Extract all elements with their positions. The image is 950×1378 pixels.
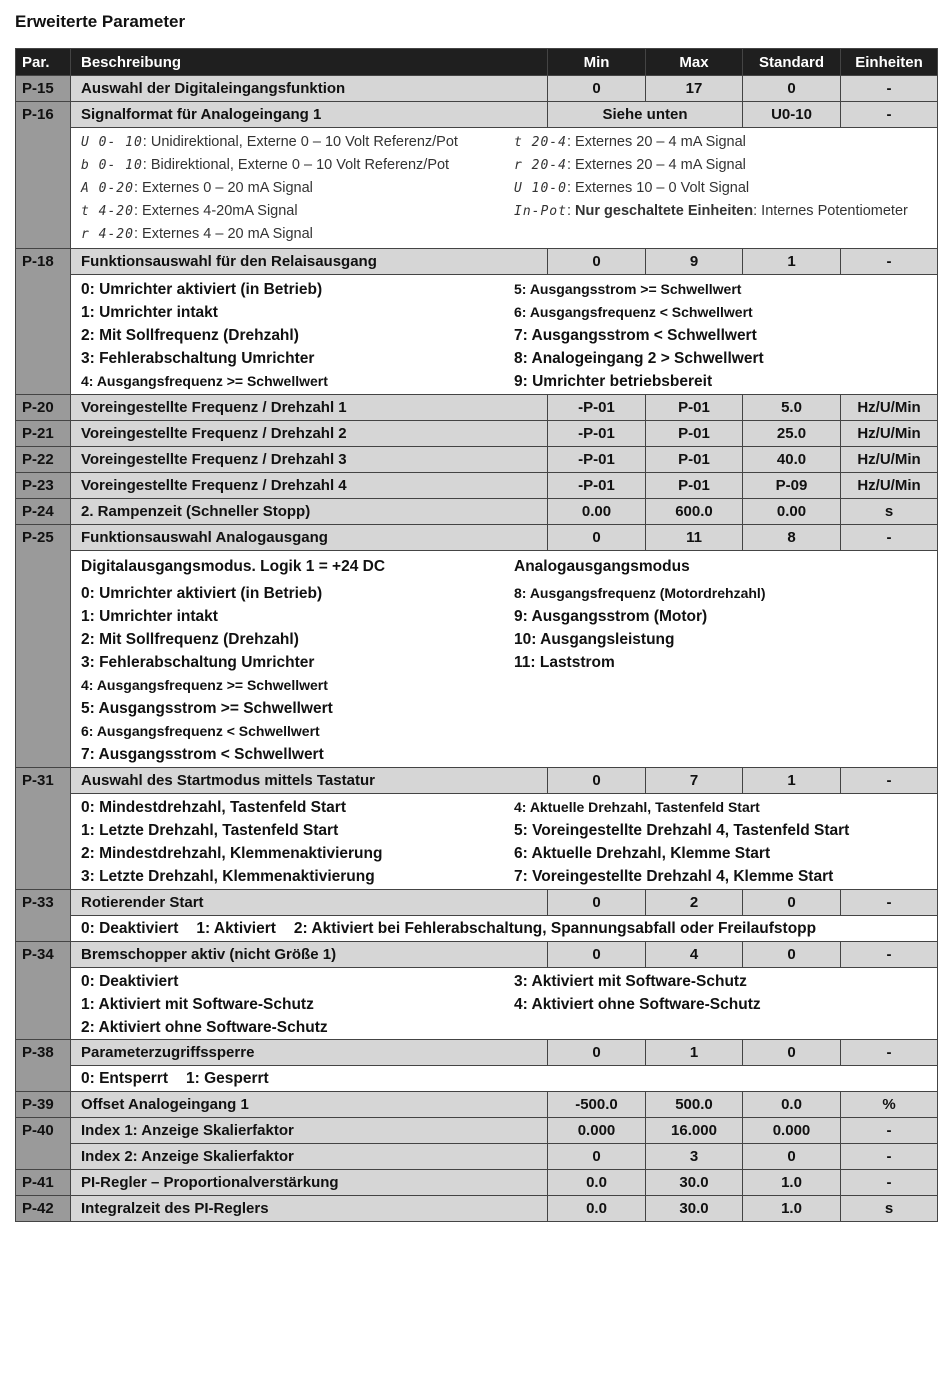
- param-unit: -: [841, 1118, 938, 1144]
- param-description: Voreingestellte Frequenz / Drehzahl 1: [71, 395, 548, 421]
- header-standard: Standard: [743, 49, 841, 76]
- option-heading: Digitalausgangsmodus. Logik 1 = +24 DC: [81, 558, 386, 575]
- option-item: 7: Voreingestellte Drehzahl 4, Klemme Start: [514, 868, 834, 885]
- option-item: 6: Aktuelle Drehzahl, Klemme Start: [514, 845, 771, 862]
- option-item: 5: Ausgangsstrom >= Schwellwert: [81, 700, 333, 717]
- option-item: 0: Umrichter aktiviert (in Betrieb): [81, 281, 323, 298]
- param-default: 0.0: [743, 1092, 841, 1118]
- page-title: Erweiterte Parameter: [15, 12, 186, 31]
- option-text: : Externes 4 – 20 mA Signal: [133, 226, 313, 242]
- param-default: 1.0: [743, 1196, 841, 1222]
- param-min: 0: [548, 890, 646, 916]
- param-description: Auswahl der Digitaleingangsfunktion: [71, 76, 548, 102]
- option-item: 5: Voreingestellte Drehzahl 4, Tastenfeld Start: [514, 822, 850, 839]
- table-row: [16, 525, 938, 551]
- header-max: Max: [646, 49, 743, 76]
- table-row: [16, 421, 938, 447]
- table-row: [16, 249, 938, 275]
- param-default: P-09: [743, 473, 841, 499]
- option-text: : Externes 0 – 20 mA Signal: [133, 180, 313, 196]
- param-max: 17: [646, 76, 743, 102]
- param-id: P-20: [16, 395, 71, 421]
- param-default: 0: [743, 1040, 841, 1066]
- param-default: 1: [743, 768, 841, 794]
- param-max: 11: [646, 525, 743, 551]
- param-id: P-33: [16, 890, 71, 942]
- table-row: [16, 1118, 938, 1144]
- param-description: Parameterzugriffssperre: [71, 1040, 548, 1066]
- options-row: U 0- 10: Unidirektional, Externe 0 – 10 Volt Referenz/Pot b 0- 10: Bidirektional, Externe 0 – 10 Volt Referenz/Pot A 0-20: Externes 0 – 20 mA Signal t 4-20: Externes 4-20mA Signal r 4-20: Externes 4 – 20 mA Signal t 20-4: Externes 20 – 4 mA Signal r 20-4: Externes 20 – 4 mA Signal U 10-0: Externes 10 – 0 Volt Signal In-Pot: Nur geschaltete Einheiten: Internes Potentiometer: [16, 128, 938, 249]
- param-id: P-15: [16, 76, 71, 102]
- param-unit: -: [841, 1144, 938, 1170]
- option-code: A 0-20: [81, 181, 134, 196]
- param-max: P-01: [646, 395, 743, 421]
- option-item: 0: Umrichter aktiviert (in Betrieb): [81, 585, 323, 602]
- option-item: 0: Deaktiviert: [81, 973, 179, 990]
- options-row: [16, 551, 938, 768]
- option-code: t 4-20: [81, 204, 134, 219]
- option-item: 2: Mindestdrehzahl, Klemmenaktivierung: [81, 845, 383, 862]
- param-description: Bremschopper aktiv (nicht Größe 1): [71, 942, 548, 968]
- param-max: 16.000: [646, 1118, 743, 1144]
- param-id: P-21: [16, 421, 71, 447]
- option-item: 4: Aktuelle Drehzahl, Tastenfeld Start: [514, 799, 760, 815]
- option-item: 3: Letzte Drehzahl, Klemmenaktivierung: [81, 868, 375, 885]
- param-max: 3: [646, 1144, 743, 1170]
- param-min: 0: [548, 942, 646, 968]
- option-item: 1: Umrichter intakt: [81, 608, 218, 625]
- table-row: [16, 76, 938, 102]
- param-description: Signalformat für Analogeingang 1: [71, 102, 548, 128]
- header-min: Min: [548, 49, 646, 76]
- table-row: [16, 768, 938, 794]
- param-unit: -: [841, 1040, 938, 1066]
- param-min: -P-01: [548, 395, 646, 421]
- option-item: 1: Aktiviert mit Software-Schutz: [81, 996, 314, 1013]
- param-max: 9: [646, 249, 743, 275]
- param-max: 1: [646, 1040, 743, 1066]
- param-max: 30.0: [646, 1170, 743, 1196]
- option-item: 6: Ausgangsfrequenz < Schwellwert: [81, 723, 320, 739]
- option-code: U 10-0: [514, 181, 567, 196]
- param-max: 500.0: [646, 1092, 743, 1118]
- table-row: [16, 1144, 938, 1170]
- param-min: 0: [548, 1144, 646, 1170]
- param-unit: -: [841, 890, 938, 916]
- param-description: Index 1: Anzeige Skalierfaktor: [71, 1118, 548, 1144]
- param-unit: s: [841, 499, 938, 525]
- option-item: 11: Laststrom: [514, 654, 615, 671]
- parameter-table: [15, 48, 938, 1222]
- param-default: 5.0: [743, 395, 841, 421]
- param-unit: Hz/U/Min: [841, 421, 938, 447]
- options-row: [16, 794, 938, 890]
- param-max: P-01: [646, 473, 743, 499]
- options-row: [16, 275, 938, 395]
- table-row: [16, 102, 938, 128]
- param-unit: %: [841, 1092, 938, 1118]
- param-default: 1: [743, 249, 841, 275]
- option-item: 7: Ausgangsstrom < Schwellwert: [514, 327, 757, 344]
- option-text: : Externes 20 – 4 mA Signal: [566, 134, 746, 150]
- option-item: 1: Letzte Drehzahl, Tastenfeld Start: [81, 822, 339, 839]
- option-code: t 20-4: [514, 135, 567, 150]
- header-units: Einheiten: [841, 49, 938, 76]
- param-id: P-25: [16, 525, 71, 768]
- param-default: 0: [743, 942, 841, 968]
- param-max: 4: [646, 942, 743, 968]
- option-item: 9: Ausgangsstrom (Motor): [514, 608, 708, 625]
- table-row: [16, 1196, 938, 1222]
- param-max: 2: [646, 890, 743, 916]
- option-item: 0: Entsperrt: [81, 1070, 168, 1087]
- param-min: 0.00: [548, 499, 646, 525]
- param-description: Voreingestellte Frequenz / Drehzahl 3: [71, 447, 548, 473]
- table-row: [16, 1170, 938, 1196]
- param-min: -P-01: [548, 447, 646, 473]
- param-default: 0: [743, 1144, 841, 1170]
- option-item: 8: Ausgangsfrequenz (Motordrehzahl): [514, 585, 766, 601]
- param-min: 0.0: [548, 1170, 646, 1196]
- param-max: 600.0: [646, 499, 743, 525]
- param-default: 0: [743, 76, 841, 102]
- param-id: P-18: [16, 249, 71, 395]
- table-row: [16, 942, 938, 968]
- table-row: [16, 499, 938, 525]
- param-unit: -: [841, 525, 938, 551]
- option-item: 2: Mit Sollfrequenz (Drehzahl): [81, 327, 299, 344]
- param-min: -500.0: [548, 1092, 646, 1118]
- param-description: Funktionsauswahl für den Relaisausgang: [71, 249, 548, 275]
- param-max: P-01: [646, 421, 743, 447]
- table-row: [16, 890, 938, 916]
- header-description: Beschreibung: [71, 49, 548, 76]
- option-item: 5: Ausgangsstrom >= Schwellwert: [514, 281, 742, 297]
- param-id: P-40: [16, 1118, 71, 1170]
- table-header: [16, 49, 938, 76]
- param-min: -P-01: [548, 473, 646, 499]
- param-default: 1.0: [743, 1170, 841, 1196]
- param-id: P-42: [16, 1196, 71, 1222]
- param-min: 0: [548, 1040, 646, 1066]
- option-item: 4: Ausgangsfrequenz >= Schwellwert: [81, 677, 328, 693]
- header-par: Par.: [16, 49, 71, 76]
- option-code: r 4-20: [81, 227, 134, 242]
- param-id: P-31: [16, 768, 71, 890]
- param-unit: -: [841, 249, 938, 275]
- option-text: : Externes 10 – 0 Volt Signal: [566, 180, 750, 196]
- option-code: U 0- 10: [81, 135, 143, 150]
- param-unit: Hz/U/Min: [841, 473, 938, 499]
- option-item: 2: Aktiviert bei Fehlerabschaltung, Spannungsabfall oder Freilaufstopp: [293, 920, 817, 937]
- option-code: r 20-4: [514, 158, 567, 173]
- param-unit: Hz/U/Min: [841, 395, 938, 421]
- param-description: Index 2: Anzeige Skalierfaktor: [71, 1144, 548, 1170]
- param-unit: -: [841, 768, 938, 794]
- option-text: : Unidirektional, Externe 0 – 10 Volt Referenz/Pot: [142, 134, 458, 150]
- option-emphasis: Nur geschaltete Einheiten: [575, 203, 754, 219]
- options-row: [16, 968, 938, 1040]
- param-description: Integralzeit des PI-Reglers: [71, 1196, 548, 1222]
- option-item: 3: Fehlerabschaltung Umrichter: [81, 350, 315, 367]
- option-item: 4: Ausgangsfrequenz >= Schwellwert: [81, 373, 328, 389]
- param-min: 0: [548, 768, 646, 794]
- option-item: 1: Umrichter intakt: [81, 304, 218, 321]
- param-default: 25.0: [743, 421, 841, 447]
- param-id: P-34: [16, 942, 71, 1040]
- option-text: : Bidirektional, Externe 0 – 10 Volt Referenz/Pot: [142, 157, 450, 173]
- param-min-max: Siehe unten: [548, 102, 743, 128]
- table-row: [16, 447, 938, 473]
- option-item: 9: Umrichter betriebsbereit: [514, 373, 713, 390]
- option-code: In-Pot: [514, 204, 567, 219]
- param-id: P-24: [16, 499, 71, 525]
- param-min: -P-01: [548, 421, 646, 447]
- param-description: Voreingestellte Frequenz / Drehzahl 2: [71, 421, 548, 447]
- param-min: 0: [548, 76, 646, 102]
- param-min: 0.000: [548, 1118, 646, 1144]
- option-heading: Analogausgangsmodus: [514, 558, 690, 575]
- param-unit: s: [841, 1196, 938, 1222]
- param-default: 0: [743, 890, 841, 916]
- option-item: 0: Deaktiviert: [81, 920, 179, 937]
- param-default: 0.000: [743, 1118, 841, 1144]
- param-id: P-16: [16, 102, 71, 249]
- option-item: 1: Gesperrt: [186, 1070, 269, 1087]
- param-max: 7: [646, 768, 743, 794]
- option-item: 4: Aktiviert ohne Software-Schutz: [514, 996, 761, 1013]
- option-item: 0: Mindestdrehzahl, Tastenfeld Start: [81, 799, 346, 816]
- param-description: 2. Rampenzeit (Schneller Stopp): [71, 499, 548, 525]
- param-id: P-22: [16, 447, 71, 473]
- param-unit: -: [841, 102, 938, 128]
- option-item: 10: Ausgangsleistung: [514, 631, 675, 648]
- param-id: P-41: [16, 1170, 71, 1196]
- param-min: 0.0: [548, 1196, 646, 1222]
- param-unit: -: [841, 1170, 938, 1196]
- option-text: : Externes 4-20mA Signal: [133, 203, 298, 219]
- param-min: 0: [548, 525, 646, 551]
- param-description: PI-Regler – Proportionalverstärkung: [71, 1170, 548, 1196]
- table-row: [16, 395, 938, 421]
- param-default: 0.00: [743, 499, 841, 525]
- option-item: 2: Aktiviert ohne Software-Schutz: [81, 1019, 328, 1036]
- param-description: Rotierender Start: [71, 890, 548, 916]
- option-item: 6: Ausgangsfrequenz < Schwellwert: [514, 304, 753, 320]
- param-unit: -: [841, 942, 938, 968]
- param-description: Voreingestellte Frequenz / Drehzahl 4: [71, 473, 548, 499]
- options-row: [16, 1066, 938, 1092]
- param-unit: -: [841, 76, 938, 102]
- table-row: [16, 1092, 938, 1118]
- param-max: P-01: [646, 447, 743, 473]
- option-item: 1: Aktiviert: [196, 920, 276, 937]
- option-item: 7: Ausgangsstrom < Schwellwert: [81, 746, 324, 763]
- param-description: Offset Analogeingang 1: [71, 1092, 548, 1118]
- param-id: P-38: [16, 1040, 71, 1092]
- option-text: : Externes 20 – 4 mA Signal: [566, 157, 746, 173]
- param-id: P-23: [16, 473, 71, 499]
- param-default: U0-10: [743, 102, 841, 128]
- option-item: 3: Aktiviert mit Software-Schutz: [514, 973, 747, 990]
- param-max: 30.0: [646, 1196, 743, 1222]
- table-row: [16, 473, 938, 499]
- option-text: : Internes Potentiometer: [753, 203, 908, 219]
- param-unit: Hz/U/Min: [841, 447, 938, 473]
- param-default: 8: [743, 525, 841, 551]
- option-code: b 0- 10: [81, 158, 143, 173]
- option-item: 3: Fehlerabschaltung Umrichter: [81, 654, 315, 671]
- option-item: 8: Analogeingang 2 > Schwellwert: [514, 350, 764, 367]
- param-id: P-39: [16, 1092, 71, 1118]
- table-row: [16, 1040, 938, 1066]
- param-description: Auswahl des Startmodus mittels Tastatur: [71, 768, 548, 794]
- param-description: Funktionsauswahl Analogausgang: [71, 525, 548, 551]
- param-min: 0: [548, 249, 646, 275]
- option-item: 2: Mit Sollfrequenz (Drehzahl): [81, 631, 299, 648]
- options-row: [16, 916, 938, 942]
- param-default: 40.0: [743, 447, 841, 473]
